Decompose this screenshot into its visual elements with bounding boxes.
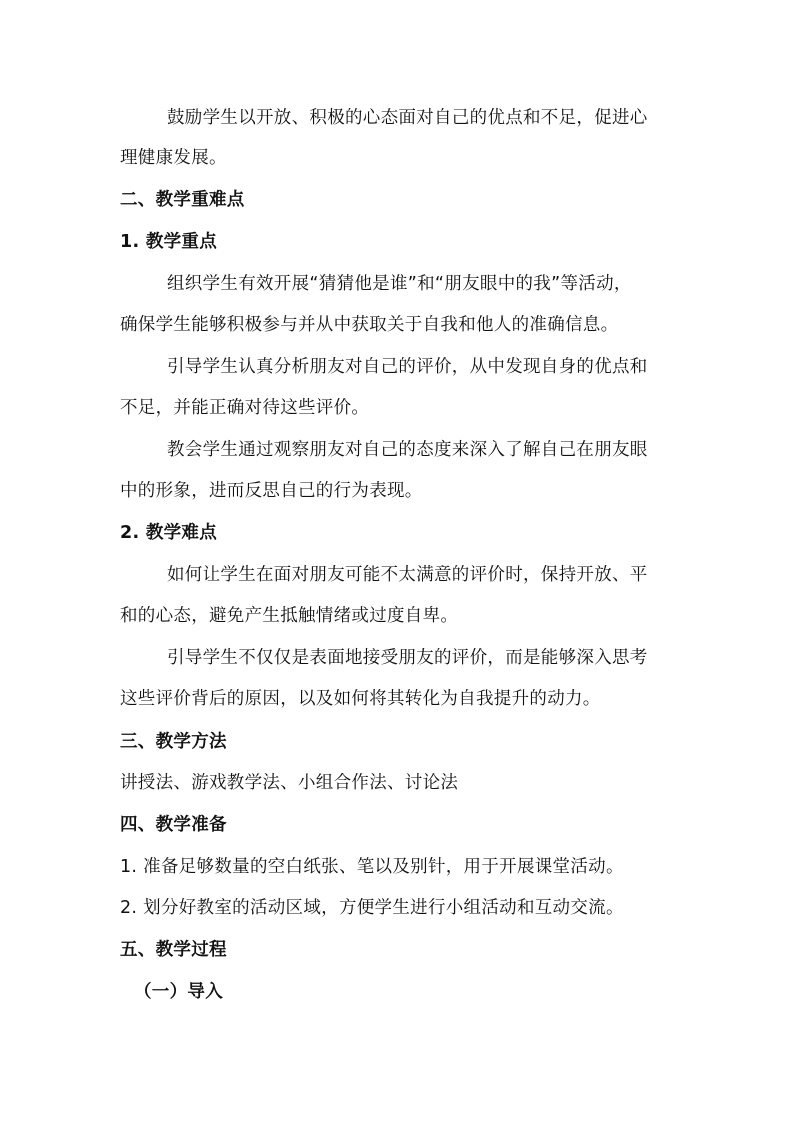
paragraph-line: 鼓励学生以开放、积极的心态面对自己的优点和不足，促进心	[167, 108, 648, 128]
paragraph-line: 中的形象，进而反思自己的行为表现。	[120, 481, 423, 501]
paragraph-line: 组织学生有效开展“猜猜他是谁”和“朋友眼中的我”等活动，	[167, 274, 632, 294]
list-item: 2. 划分好教室的活动区域，方便学生进行小组活动和互动交流。	[120, 898, 624, 918]
paragraph-line: 如何让学生在面对朋友可能不太满意的评价时，保持开放、平	[167, 565, 648, 585]
paragraph-line: 引导学生认真分析朋友对自己的评价，从中发现自身的优点和	[167, 357, 648, 377]
paragraph-line: 和的心态，避免产生抵触情绪或过度自卑。	[120, 606, 459, 626]
section-heading-3: 三、教学方法	[120, 732, 227, 752]
paragraph-line: 不足，并能正确对待这些评价。	[120, 398, 370, 418]
list-item: 1. 准备足够数量的空白纸张、笔以及别针，用于开展课堂活动。	[120, 857, 624, 877]
subsection-heading-key-points: 1. 教学重点	[120, 232, 218, 252]
paragraph-line: 讲授法、游戏教学法、小组合作法、讨论法	[120, 773, 459, 793]
section-heading-2: 二、教学重难点	[120, 190, 245, 210]
subsection-heading-difficulties: 2. 教学难点	[120, 523, 218, 543]
paragraph-line: 这些评价背后的原因，以及如何将其转化为自我提升的动力。	[120, 689, 601, 709]
paragraph-line: 理健康发展。	[120, 148, 227, 168]
section-heading-4: 四、教学准备	[120, 815, 227, 835]
section-heading-5: 五、教学过程	[120, 940, 227, 960]
paragraph-line: 教会学生通过观察朋友对自己的态度来深入了解自己在朋友眼	[167, 440, 648, 460]
subsection-heading-intro: （一）导入	[134, 982, 223, 1002]
paragraph-line: 引导学生不仅仅是表面地接受朋友的评价，而是能够深入思考	[167, 648, 648, 668]
paragraph-line: 确保学生能够积极参与并从中获取关于自我和他人的准确信息。	[120, 315, 619, 335]
